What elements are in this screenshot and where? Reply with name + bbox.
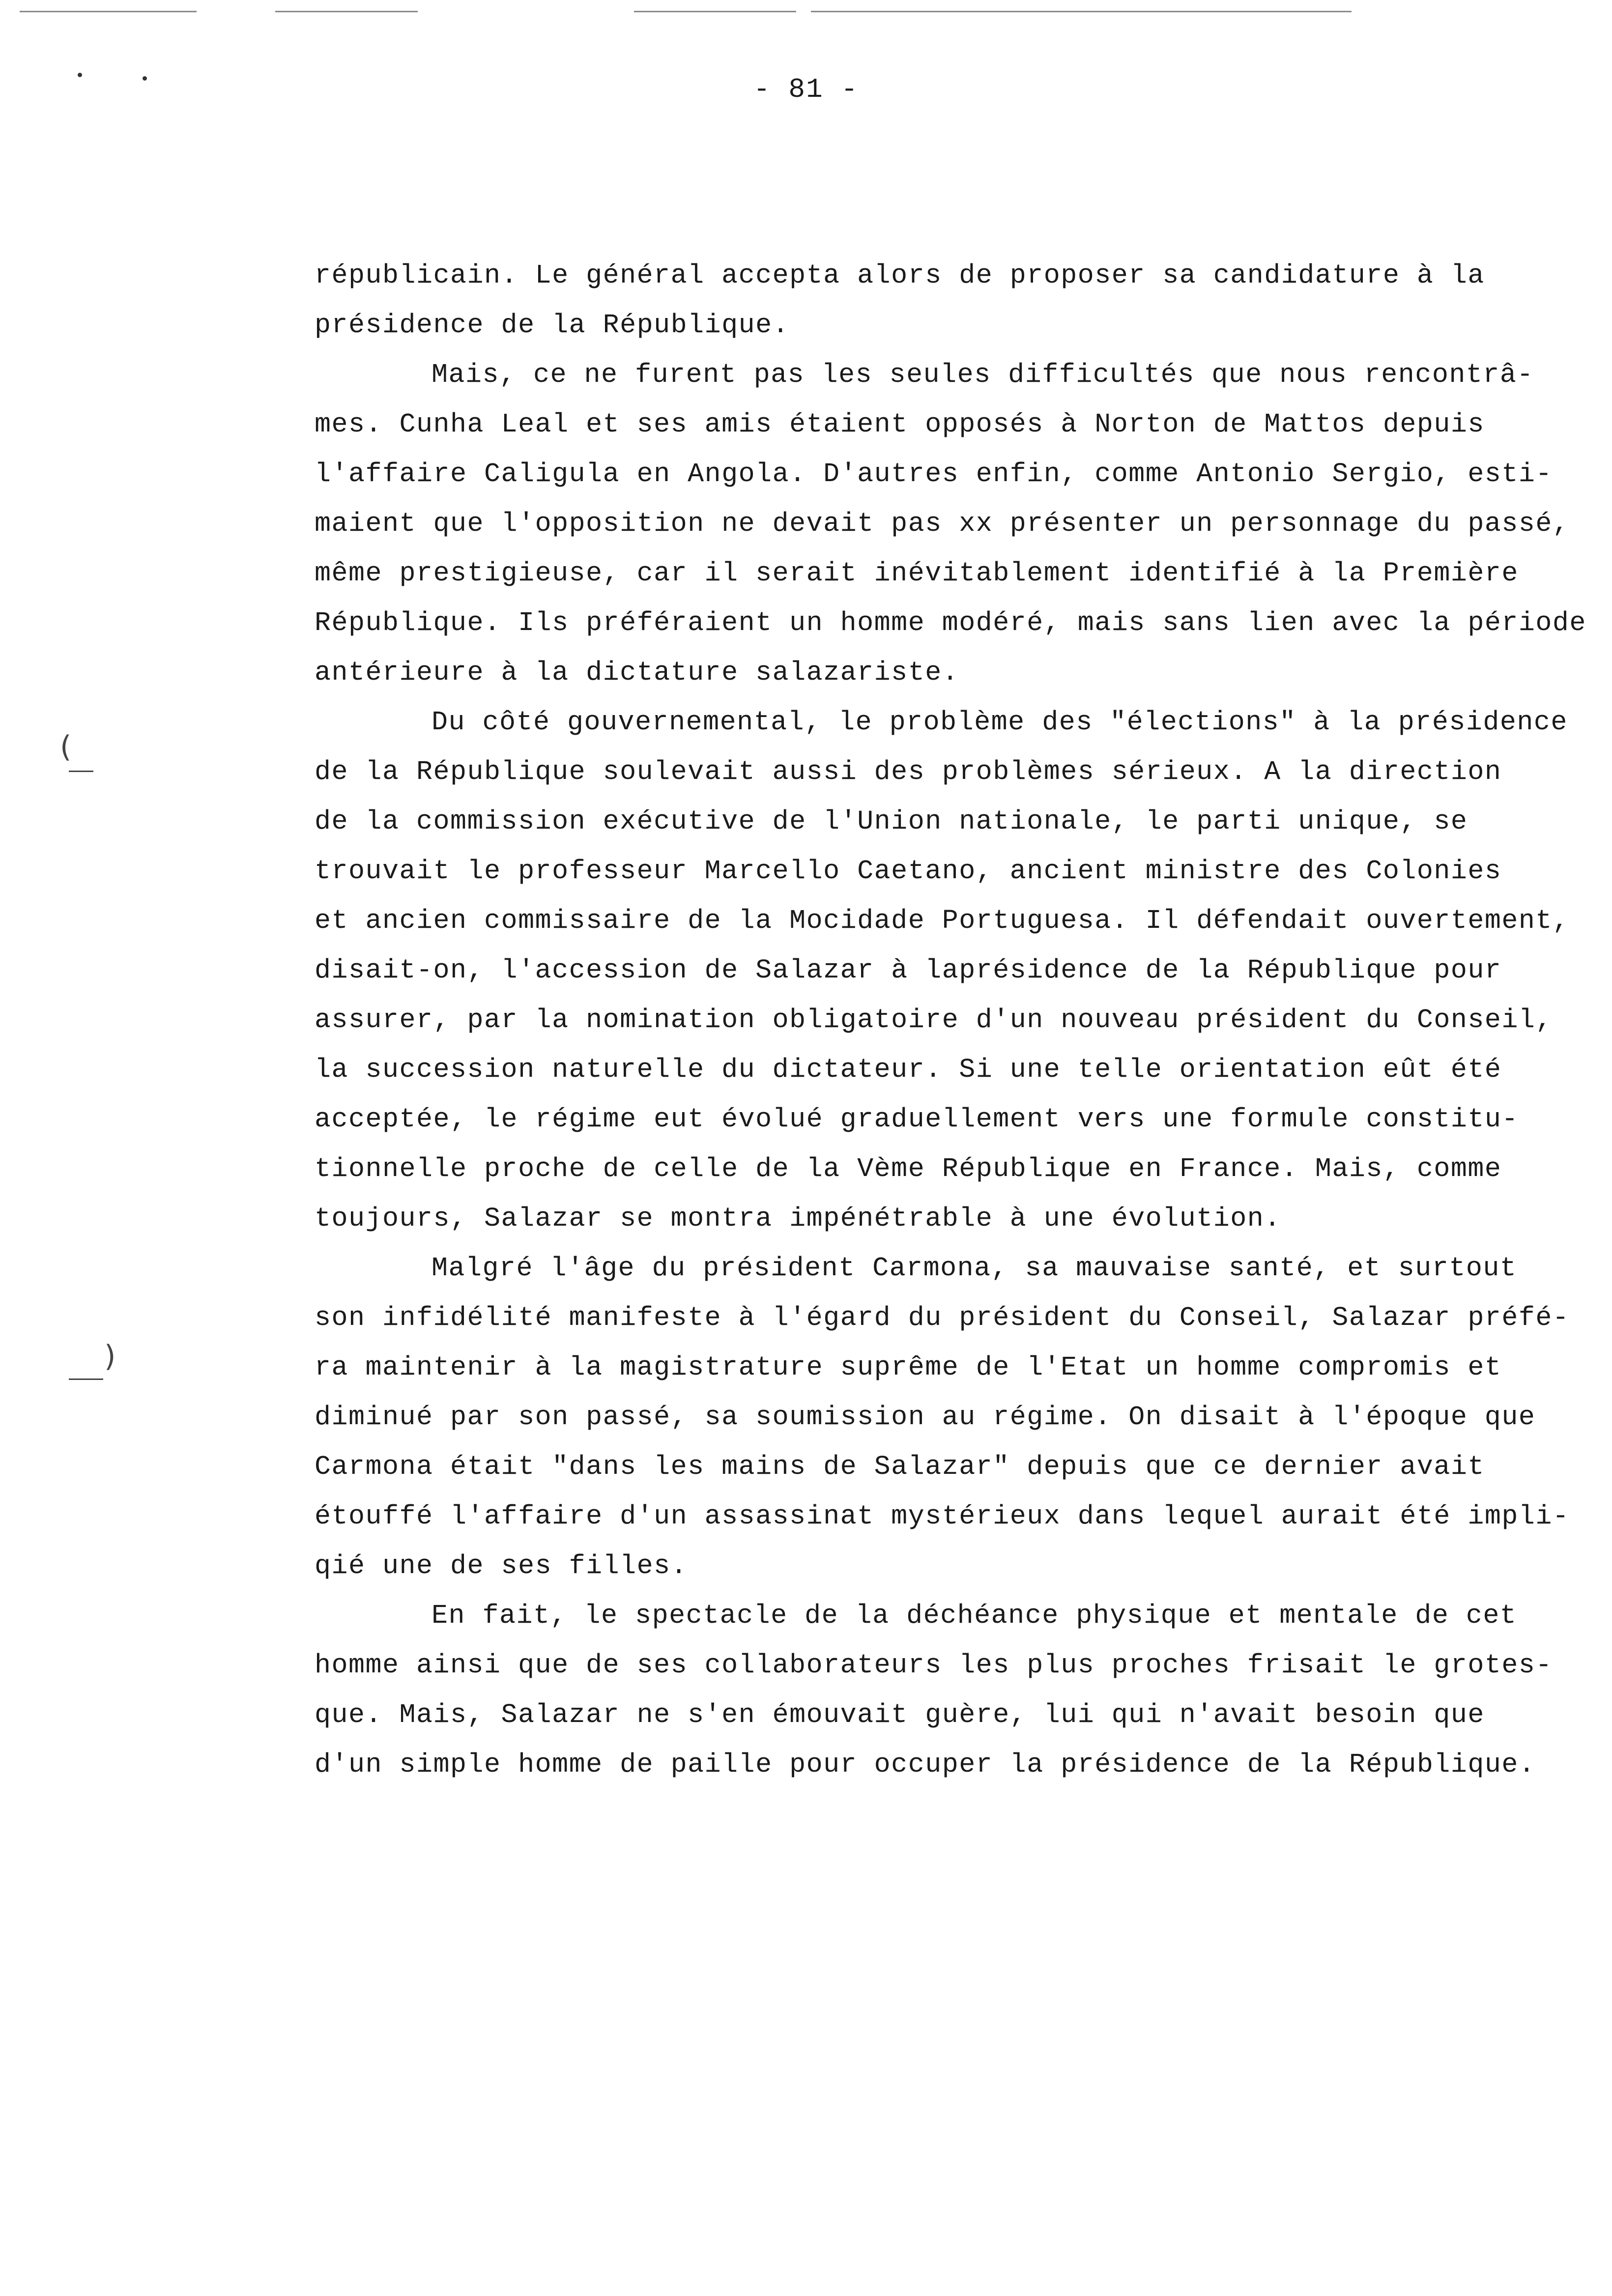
- text-line: même prestigieuse, car il serait inévitablement identifié à la Première: [315, 558, 1519, 589]
- paragraph-3: [315, 697, 1592, 1243]
- text-line: présidence de la République.: [315, 310, 790, 341]
- body-text: [315, 251, 1592, 1789]
- text-line: assurer, par la nomination obligatoire d'un nouveau président du Conseil,: [315, 1004, 1553, 1035]
- text-line: et ancien commissaire de la Mocidade Portuguesa. Il défendait ouvertement,: [315, 905, 1570, 936]
- text-line: Mais, ce ne furent pas les seules difficultés que nous rencontrâ-: [432, 359, 1534, 390]
- text-line: tionnelle proche de celle de la Vème République en France. Mais, comme: [315, 1153, 1502, 1184]
- text-line: de la commission exécutive de l'Union nationale, le parti unique, se: [315, 806, 1468, 837]
- margin-dash-left: [69, 771, 93, 772]
- text-line: la succession naturelle du dictateur. Si une telle orientation eût été: [315, 1054, 1502, 1085]
- text-line: mes. Cunha Leal et ses amis étaient opposés à Norton de Mattos depuis: [315, 409, 1485, 440]
- text-line: que. Mais, Salazar ne s'en émouvait guère, lui qui n'avait besoin que: [315, 1699, 1485, 1730]
- text-line: Carmona était "dans les mains de Salazar" depuis que ce dernier avait: [315, 1451, 1485, 1482]
- text-line: acceptée, le régime eut évolué graduellement vers une formule constitu-: [315, 1104, 1519, 1135]
- text-line: diminué par son passé, sa soumission au régime. On disait à l'époque que: [315, 1402, 1536, 1433]
- text-line: républicain. Le général accepta alors de proposer sa candidature à la: [315, 260, 1485, 291]
- margin-bracket-right: ): [104, 1339, 116, 1374]
- page-number: - 81 -: [753, 74, 859, 105]
- text-line: homme ainsi que de ses collaborateurs les plus proches frisait le grotes-: [315, 1650, 1553, 1681]
- paragraph-1: [315, 251, 1592, 350]
- text-line: trouvait le professeur Marcello Caetano, ancient ministre des Colonies: [315, 856, 1502, 887]
- top-rule-4: [811, 11, 1352, 12]
- text-line: qié une de ses filles.: [315, 1550, 688, 1581]
- text-line: l'affaire Caligula en Angola. D'autres enfin, comme Antonio Sergio, esti-: [315, 459, 1553, 489]
- top-rule-1: [20, 11, 197, 12]
- paragraph-5: [315, 1591, 1592, 1789]
- text-line: d'un simple homme de paille pour occuper la présidence de la République.: [315, 1749, 1536, 1780]
- text-line: disait-on, l'accession de Salazar à laprésidence de la République pour: [315, 955, 1502, 986]
- text-line: ra maintenir à la magistrature suprême de l'Etat un homme compromis et: [315, 1352, 1502, 1383]
- text-line: son infidélité manifeste à l'égard du président du Conseil, Salazar préfé-: [315, 1302, 1570, 1333]
- top-rule-2: [275, 11, 418, 12]
- text-line: maient que l'opposition ne devait pas xx présenter un personnage du passé,: [315, 508, 1570, 539]
- paragraph-2: [315, 350, 1592, 697]
- text-line: étouffé l'affaire d'un assassinat mystérieux dans lequel aurait été impli-: [315, 1501, 1570, 1532]
- text-line: toujours, Salazar se montra impénétrable à une évolution.: [315, 1203, 1281, 1234]
- text-line: Du côté gouvernemental, le problème des "élections" à la présidence: [432, 707, 1568, 738]
- text-line: Malgré l'âge du président Carmona, sa mauvaise santé, et surtout: [432, 1253, 1517, 1284]
- text-line: République. Ils préféraient un homme modéré, mais sans lien avec la période: [315, 607, 1586, 638]
- margin-bracket-left: (: [60, 730, 72, 764]
- text-line: En fait, le spectacle de la déchéance physique et mentale de cet: [432, 1600, 1517, 1631]
- text-line: antérieure à la dictature salazariste.: [315, 657, 959, 688]
- text-line: de la République soulevait aussi des problèmes sérieux. A la direction: [315, 756, 1502, 787]
- paragraph-4: [315, 1243, 1592, 1591]
- margin-dash-right: [69, 1378, 103, 1380]
- top-rule-3: [634, 11, 796, 12]
